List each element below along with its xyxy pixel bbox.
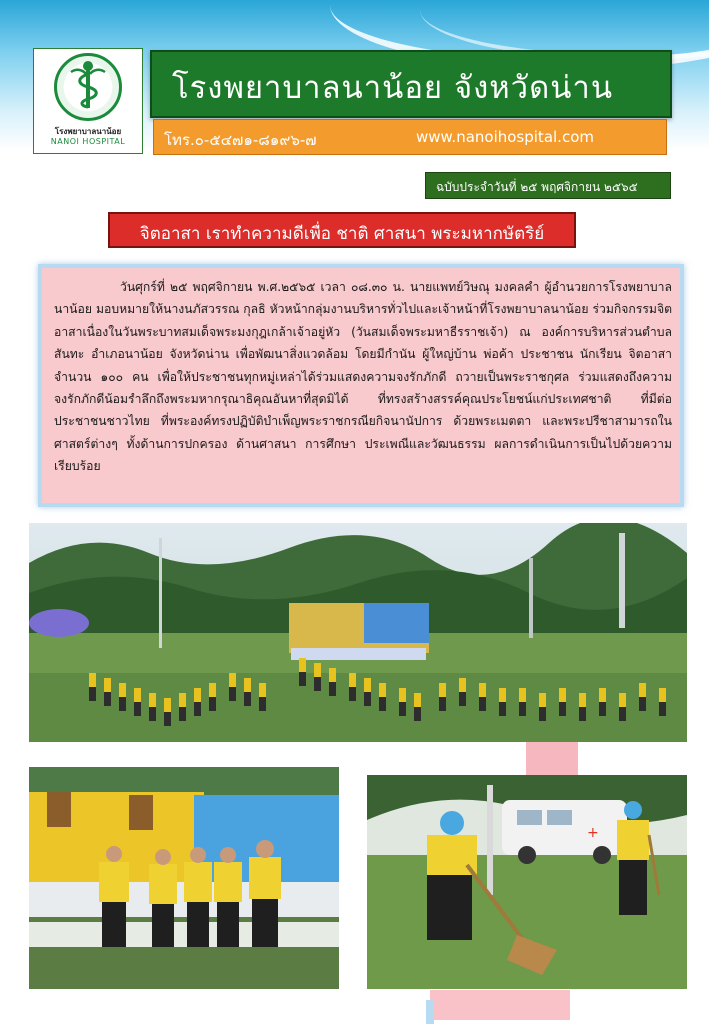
title-banner	[150, 50, 672, 118]
issue-date-badge	[425, 172, 671, 199]
logo-hospital-name-th: โรงพยาบาลนาน้อย	[54, 127, 122, 136]
phone-number: โทร.๐-๕๔๗๑-๘๑๙๖-๗	[164, 131, 317, 149]
logo-hospital-name-en: NANOI HOSPITAL	[50, 137, 126, 146]
photo-staff-group	[29, 767, 339, 989]
article-body-box	[38, 264, 684, 507]
photo-sweeping-activity-image	[367, 775, 687, 989]
decorative-strip	[426, 1000, 434, 1024]
ministry-seal-icon	[54, 53, 122, 121]
decorative-strip	[526, 742, 578, 776]
photo-group-ceremony	[29, 523, 687, 742]
photo-sweeping-activity	[367, 775, 687, 989]
headline-banner	[108, 212, 576, 248]
hospital-logo	[33, 48, 143, 154]
contact-banner	[153, 119, 667, 155]
website-link[interactable]: www.nanoihospital.com	[416, 128, 594, 146]
decorative-strip	[430, 990, 570, 1020]
article-body-text: วันศุกร์ที่ ๒๕ พฤศจิกายน พ.ศ.๒๕๖๕ เวลา ๐๘.๓๐ น. นายแพทย์วิษณุ มงคลคำ ผู้อำนวยการโรงพยาบาลนาน้อย มอบหมายให้นางนภัสวรรณ กุลธิ หัวหน้ากลุ่มงานบริหารทั่วไปและเจ้าหน้าที่โรงพยาบาลนาน้อย ร่วมกิจกรรมจิตอาสาเนื่องในวันพระบาทสมเด็จพระมงกุฎเกล้าเจ้าอยู่หัว (วันสมเด็จพระมหาธีรราชเจ้า) ณ องค์การบริหารส่วนตำบลสันทะ อำเภอนาน้อย จังหวัดน่าน เพื่อพัฒนาสิ่งแวดล้อม โดยมีกำนัน ผู้ใหญ่บ้าน พ่อค้า ประชาชน นักเรียน จิตอาสา จำนวน ๑๐๐ คน เพื่อให้ประชาชนทุกหมู่เหล่าได้ร่วมแสดงความจงรักภักดี ถวายเป็นพระราชกุศล ร่วมแสดงถึงความจงรักภักดีน้อมรำลึกถึงพระมหากรุณาธิคุณอันหาที่สุดมิได้ ที่ทรงสร้างสรรค์คุณประโยชน์แก่ประเทศชาติ ที่มีต่อประชาชนชาวไทย ที่พระองค์ทรงปฏิบัติบำเพ็ญพระราชกรณียกิจนานัปการ ด้วยพระเมตตา และพระปรีชาสามารถในศาสตร์ต่างๆ ทั้งด้านการปกครอง ด้านศาสนา การศึกษา ประเพณีและวัฒนธรรม ผลการดำเนินการเป็นไปด้วยความเรียบร้อย	[54, 280, 672, 474]
photo-group-ceremony-image	[29, 523, 687, 742]
page-title: โรงพยาบาลนาน้อย จังหวัดน่าน	[172, 70, 614, 106]
issue-date-text: ฉบับประจำวันที่ ๒๕ พฤศจิกายน ๒๕๖๕	[436, 180, 638, 194]
caduceus-icon	[57, 56, 119, 118]
headline-text: จิตอาสา เราทำความดีเพื่อ ชาติ ศาสนา พระมหากษัตริย์	[139, 224, 545, 244]
photo-staff-group-image	[29, 767, 339, 989]
svg-text:+: +	[587, 825, 599, 841]
